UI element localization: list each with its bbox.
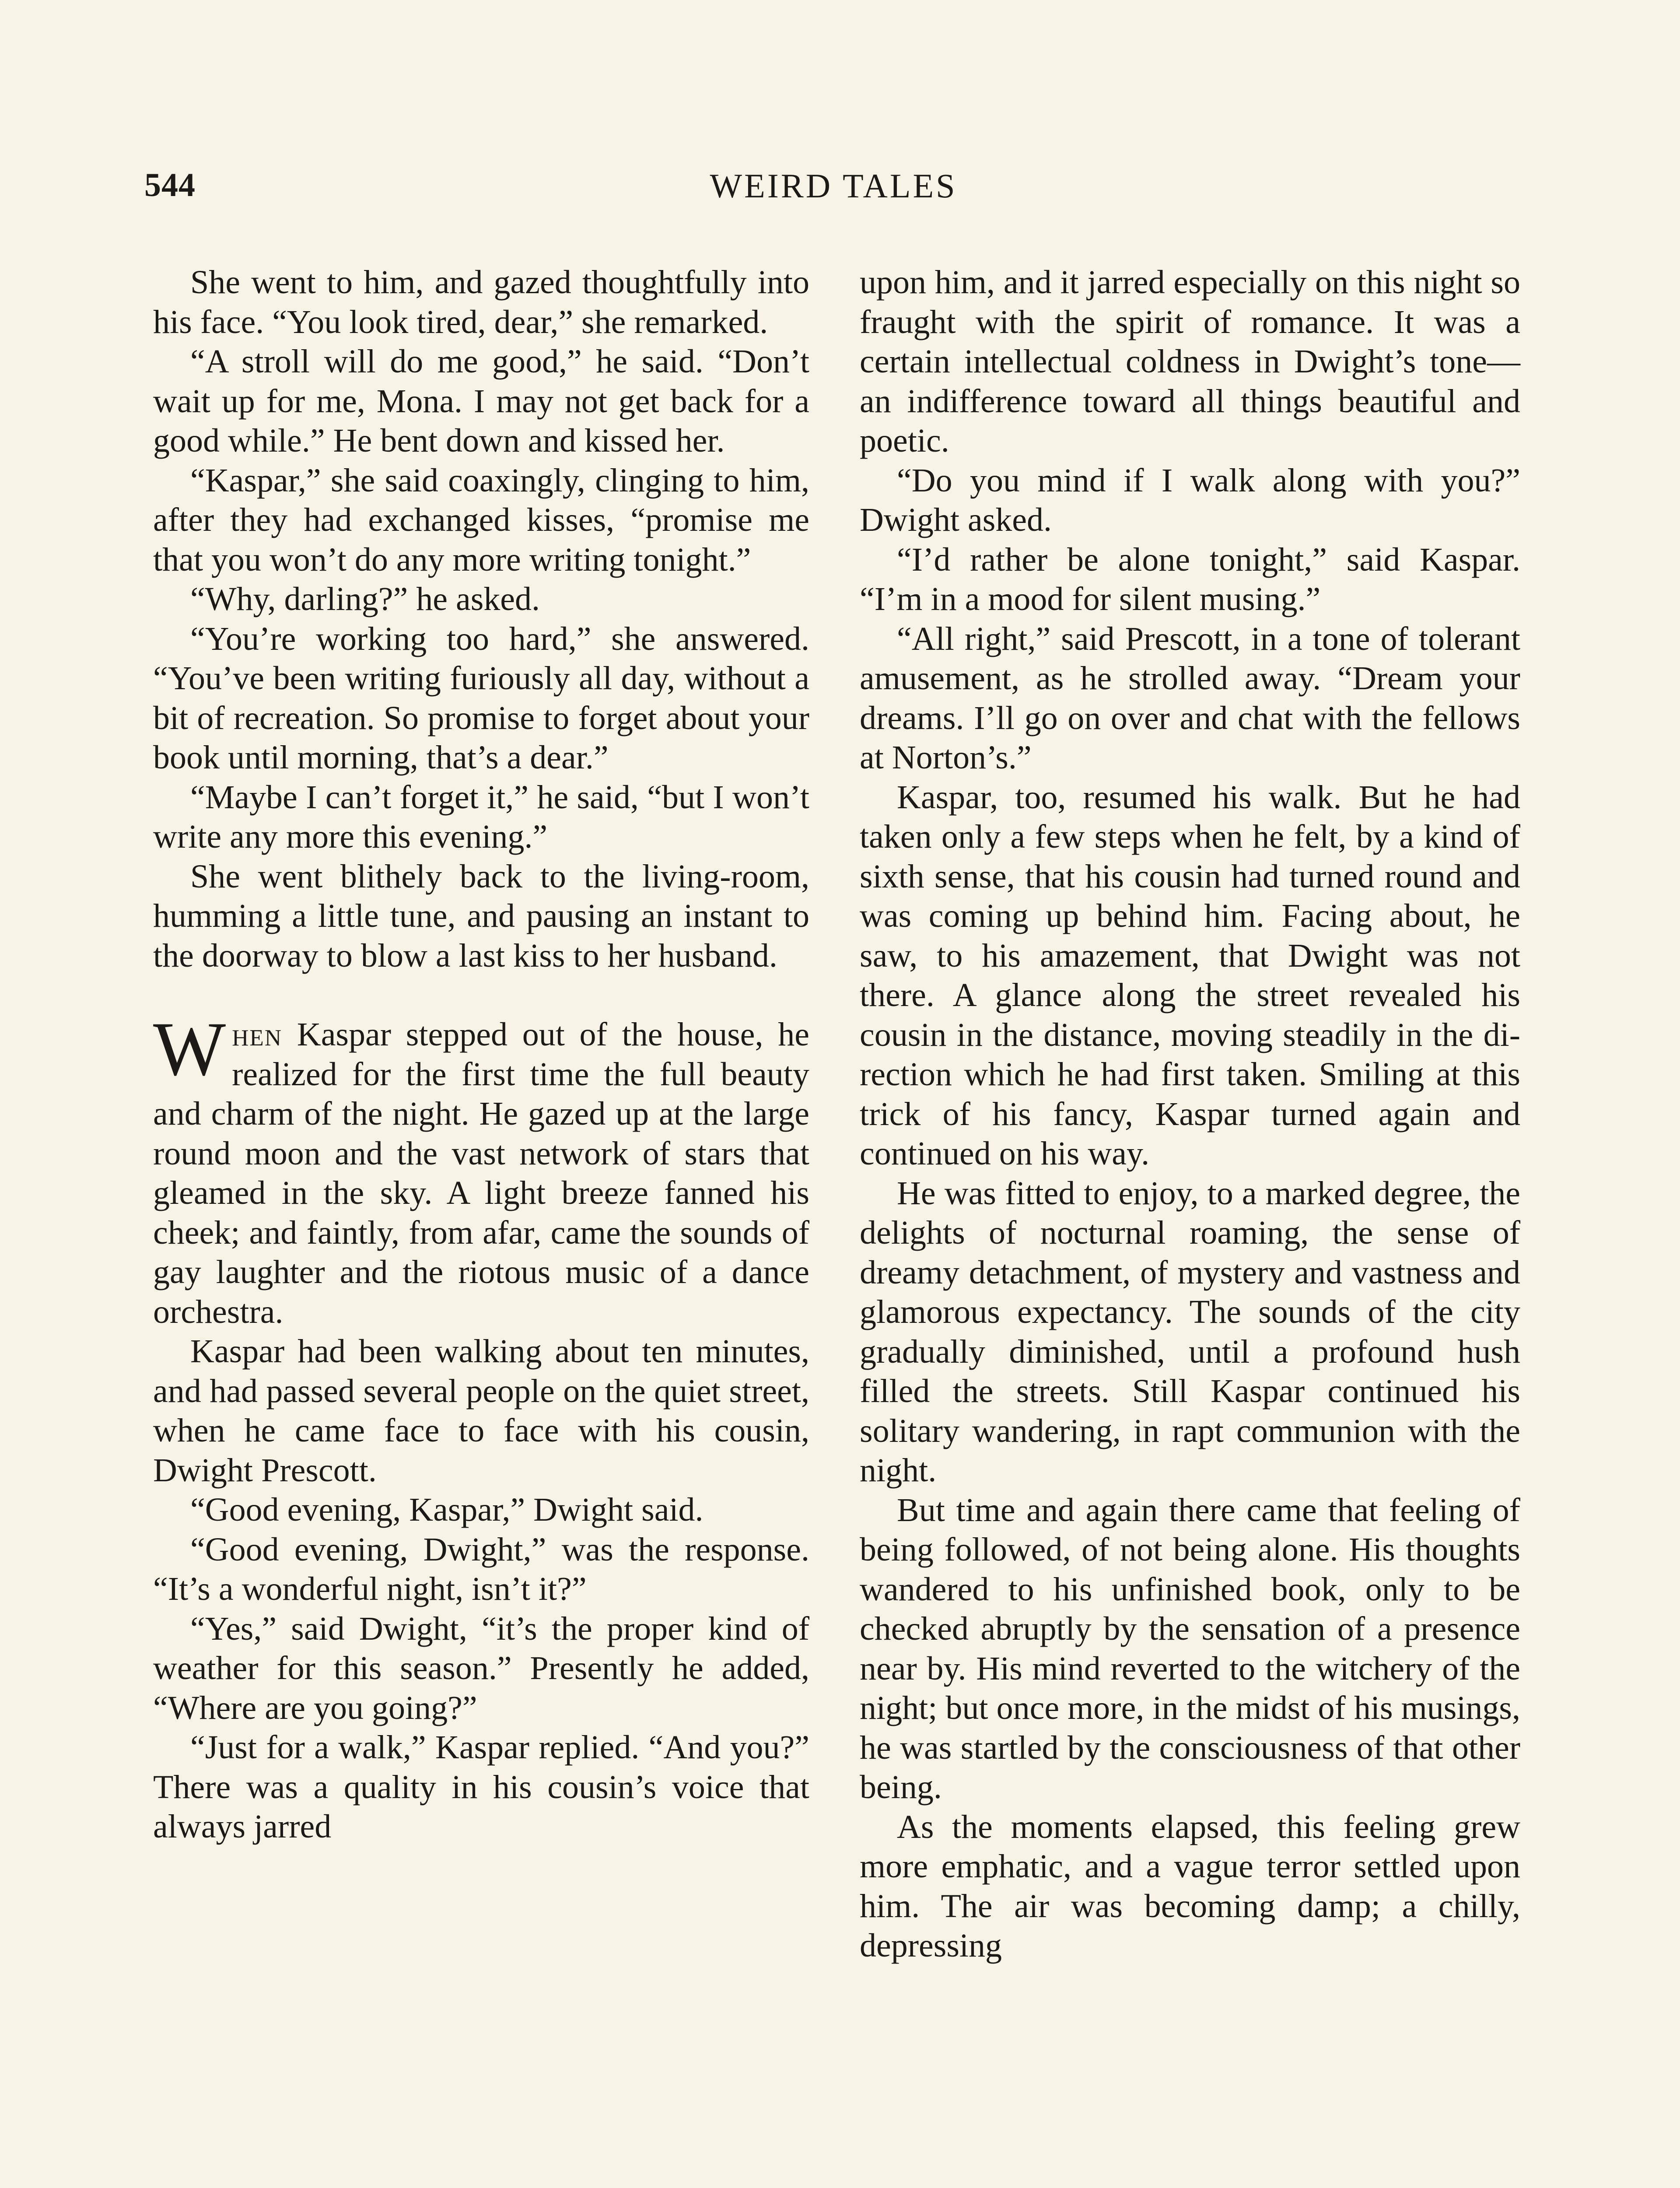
paragraph: But time and again there came that feeling of being followed, of not being alone. His thoughts wandered to his unfinished book, only to be checked abruptly by the sensation of a presence near by. His mind reverted to the witchery of the night; but once more, in the midst of his musings, he was startled by the consciousness of that other being. <box>860 1491 1520 1806</box>
paragraph: She went to him, and gazed thoughtfully into his face. “You look tired, dear,” she remarked. <box>153 264 809 340</box>
paragraph: “Good evening, Dwight,” was the response. “It’s a wonderful night, isn’t it?” <box>153 1531 809 1607</box>
paragraph: “A stroll will do me good,” he said. “Don’t wait up for me, Mona. I may not get back for a good while.” He bent down and kissed her. <box>153 343 809 459</box>
section-break <box>153 975 809 1015</box>
paragraph: “Good evening, Kaspar,” Dwight said. <box>190 1491 704 1528</box>
small-caps-lead: hen <box>232 1016 283 1053</box>
left-column <box>153 263 809 1847</box>
paragraph: Kaspar, too, resumed his walk. But he had taken only a few steps when he felt, by a kind of sixth sense, that his cousin had turned round and was coming up behind him. Facing about, he saw, to his amazement, that Dwight was not there. A glance along the street revealed his cousin in the distance, moving steadily in the direction which he had first taken. Smiling at this trick of his fancy, Kaspar turned again and continued on his way. <box>860 778 1520 1172</box>
paragraph-text: Kaspar stepped out of the house, he realized for the first time the full beauty and charm of the night. He gazed up at the large round moon and the vast network of stars that gleamed in the sky. A light breeze fanned his cheek; and faintly, from afar, came the sounds of gay laughter and the riotous music of a dance orchestra. <box>153 1016 809 1330</box>
paragraph: She went blithely back to the living-room, humming a little tune, and pausing an instant to the doorway to blow a last kiss to her husband. <box>153 858 809 974</box>
continued-paragraph: upon him, and it jarred especially on this night so fraught with the spirit of romance. It was a certain intellectual coldness in Dwight’s tone—an indifference toward all things beautiful and poetic. <box>860 264 1520 459</box>
page-header <box>144 166 1522 210</box>
paragraph: He was fitted to enjoy, to a marked degree, the delights of nocturnal roaming, the sense of dreamy detachment, of mystery and vastness and glamorous expectancy. The sounds of the city gradually diminished, until a profound hush filled the streets. Still Kaspar continued his solitary wandering, in rapt communion with the night. <box>860 1175 1520 1489</box>
paragraph: “Why, darling?” he asked. <box>190 581 540 617</box>
right-column <box>860 263 1520 1966</box>
paragraph: “Just for a walk,” Kaspar replied. “And you?” There was a quality in his cousin’s voice that always jarred <box>153 1729 809 1845</box>
paragraph: “Maybe I can’t forget it,” he said, “but I won’t write any more this evening.” <box>153 778 809 855</box>
section-opening-paragraph <box>153 1006 809 1332</box>
paragraph: “Do you mind if I walk along with you?” Dwight asked. <box>860 462 1520 538</box>
running-title: WEIRD TALES <box>710 167 957 205</box>
paragraph: “All right,” said Prescott, in a tone of tolerant amusement, as he strolled away. “Dream your dreams. I’ll go on over and chat with the fellows at Norton’s.” <box>860 620 1520 776</box>
paragraph: As the moments elapsed, this feeling grew more emphatic, and a vague terror settled upon him. The air was becoming damp; a chilly, depressing <box>860 1808 1520 1964</box>
paragraph: “Kaspar,” she said coaxingly, clinging to him, after they had exchanged kisses, “promise me that you won’t do any more writing tonight.” <box>153 462 809 578</box>
paragraph: Kaspar had been walking about ten minutes, and had passed several people on the quiet street, when he came face to face with his cousin, Dwight Prescott. <box>153 1333 809 1489</box>
paragraph: “You’re working too hard,” she answered. “You’ve been writing furiously all day, without a bit of recreation. So promise to forget about your book until morning, that’s a dear.” <box>153 620 809 776</box>
drop-cap: W <box>153 1006 226 1092</box>
page-number: 544 <box>144 167 196 203</box>
paragraph: “I’d rather be alone tonight,” said Kaspar. “I’m in a mood for silent musing.” <box>860 541 1520 617</box>
paragraph: “Yes,” said Dwight, “it’s the proper kind of weather for this season.” Presently he added, “Where are you going?” <box>153 1610 809 1726</box>
